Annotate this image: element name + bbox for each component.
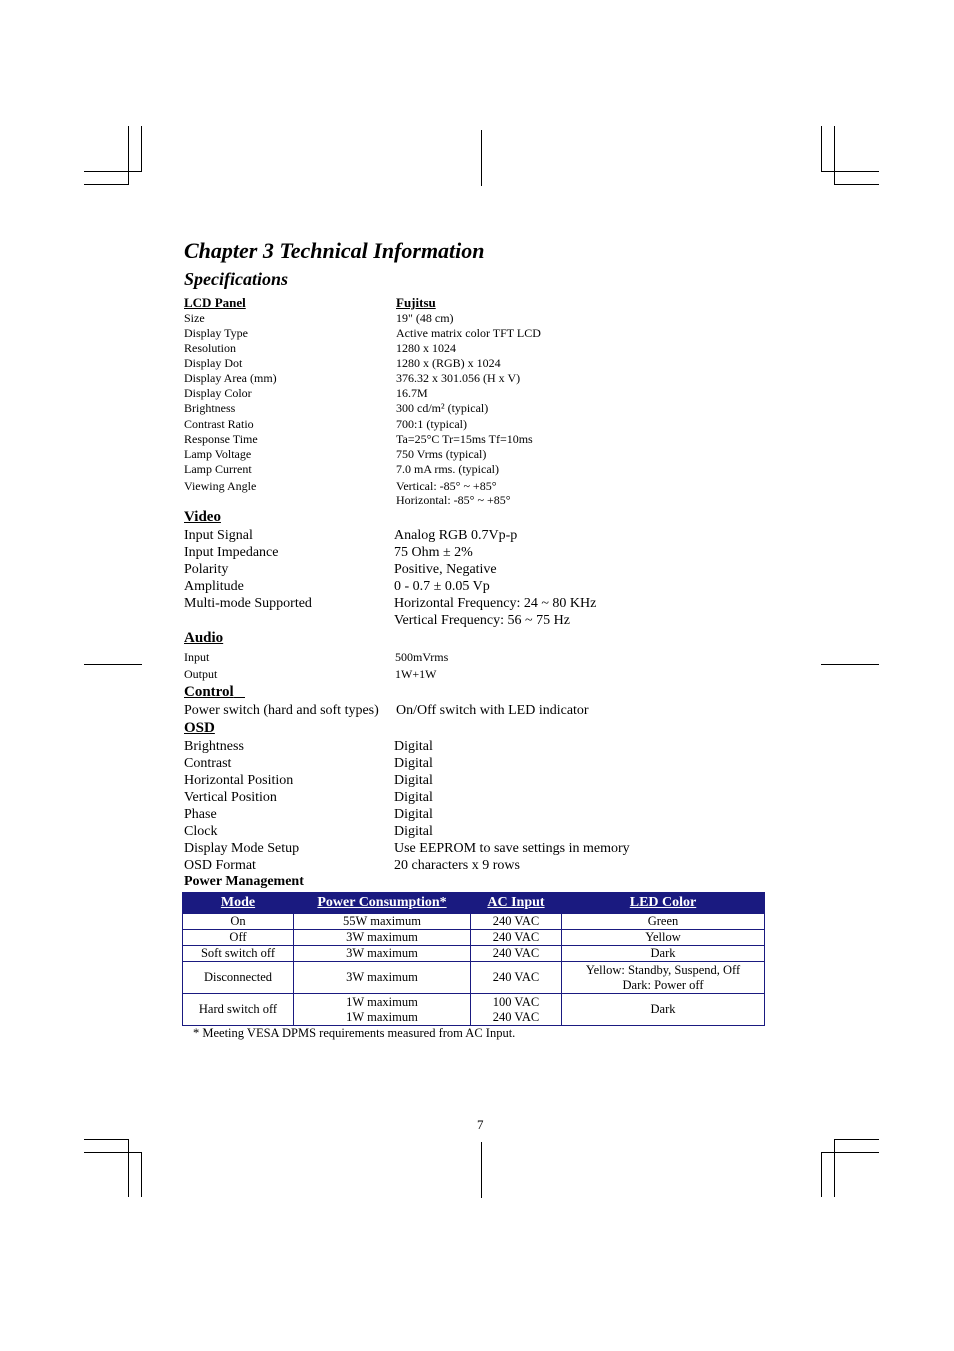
table-row [183, 962, 765, 994]
column-header-led-color: LED Color [562, 893, 765, 914]
ac-input-cell-line: 100 VAC [492, 994, 540, 1009]
spec-label: Resolution [184, 341, 237, 355]
spec-value: 1280 x (RGB) x 1024 [396, 356, 501, 370]
column-header-ac-input: AC Input [471, 893, 562, 914]
ac-input-cell-line: 240 VAC [492, 1009, 540, 1024]
led-color-cell [562, 930, 765, 946]
mode-cell: Off [183, 930, 294, 946]
power-cell-line: 55W maximum [343, 914, 421, 928]
video-heading: Video [184, 509, 221, 525]
led-color-cell-line: Dark [650, 946, 676, 960]
ac-input-cell-line: 240 VAC [492, 946, 540, 960]
spec-label: Clock [184, 824, 218, 839]
spec-value: 20 characters x 9 rows [394, 858, 520, 873]
spec-label: Brightness [184, 739, 244, 754]
power-management-heading: Power Management [184, 874, 304, 889]
led-color-cell [562, 962, 765, 994]
ac-input-cell [471, 946, 562, 962]
ac-input-cell [471, 994, 562, 1026]
mode-cell: Disconnected [183, 962, 294, 994]
spec-label: Display Dot [184, 356, 243, 370]
power-cell-line: 1W maximum [346, 994, 418, 1009]
ac-input-cell-line: 240 VAC [492, 970, 540, 984]
mode-cell: Hard switch off [183, 994, 294, 1026]
spec-value: Horizontal Frequency: 24 ~ 80 KHz [394, 596, 597, 611]
spec-value: 300 cd/m² (typical) [396, 401, 489, 415]
lcd-brand: Fujitsu [396, 295, 436, 310]
spec-value: 700:1 (typical) [396, 417, 467, 431]
spec-value: 376.32 x 301.056 (H x V) [396, 371, 521, 385]
column-header-mode: Mode [183, 893, 294, 914]
spec-label: Input Signal [184, 528, 253, 543]
led-color-cell [562, 994, 765, 1026]
power-cell-line: 3W maximum [346, 970, 418, 984]
spec-label: Lamp Voltage [184, 447, 252, 461]
table-header-row [183, 893, 765, 914]
spec-label: Polarity [184, 562, 229, 577]
spec-label: Viewing Angle [184, 479, 257, 493]
power-cell-line: 3W maximum [346, 946, 418, 960]
footnote: * Meeting VESA DPMS requirements measured from AC Input. [193, 1026, 516, 1040]
spec-label: Output [184, 667, 218, 681]
spec-value: 500mVrms [395, 650, 449, 664]
led-color-cell-line: Green [647, 914, 679, 928]
led-color-cell [562, 914, 765, 930]
spec-label: Vertical Position [184, 790, 277, 805]
spec-value: Vertical: -85° ~ +85° [396, 479, 497, 493]
osd-heading: OSD [184, 720, 215, 736]
spec-label: Contrast [184, 756, 232, 771]
spec-value: 1W+1W [395, 667, 437, 681]
spec-value: Active matrix color TFT LCD [396, 326, 541, 340]
ac-input-cell-line: 240 VAC [492, 930, 540, 944]
chapter-title: Chapter 3 Technical Information [184, 238, 485, 263]
spec-label: Lamp Current [184, 462, 252, 476]
spec-value: Digital [394, 807, 433, 822]
power-cell [294, 946, 471, 962]
power-management-table [182, 892, 765, 1026]
mode-cell: On [183, 914, 294, 930]
spec-value: 19" (48 cm) [396, 311, 454, 325]
power-cell-line: 1W maximum [346, 1009, 418, 1024]
spec-value: Positive, Negative [394, 562, 497, 577]
mode-cell: Soft switch off [183, 946, 294, 962]
power-cell [294, 962, 471, 994]
spec-label: Horizontal Position [184, 773, 294, 788]
column-header-power: Power Consumption* [294, 893, 471, 914]
spec-value: Use EEPROM to save settings in memory [394, 841, 630, 856]
table-row [183, 994, 765, 1026]
spec-label: Contrast Ratio [184, 417, 254, 431]
audio-heading: Audio [184, 630, 224, 646]
spec-value: Digital [394, 790, 433, 805]
power-cell-line: 3W maximum [346, 930, 418, 944]
led-color-cell-line: Dark: Power off [622, 977, 704, 992]
control-heading: Control [184, 684, 234, 700]
spec-value: Digital [394, 773, 433, 788]
spec-value: Vertical Frequency: 56 ~ 75 Hz [394, 613, 570, 628]
spec-value: 750 Vrms (typical) [396, 447, 487, 461]
spec-value: 1280 x 1024 [396, 341, 456, 355]
spec-value: Digital [394, 756, 433, 771]
spec-label: Amplitude [184, 579, 244, 594]
spec-label: Size [184, 311, 205, 325]
spec-label: Response Time [184, 432, 258, 446]
spec-label: Brightness [184, 401, 236, 415]
ac-input-cell-line: 240 VAC [492, 914, 540, 928]
table-row [183, 914, 765, 930]
ac-input-cell [471, 962, 562, 994]
spec-value: Analog RGB 0.7Vp-p [394, 528, 518, 543]
spec-label: Power switch (hard and soft types) [184, 703, 379, 718]
ac-input-cell [471, 914, 562, 930]
spec-value: Horizontal: -85° ~ +85° [396, 493, 511, 507]
spec-label: OSD Format [184, 858, 256, 873]
spec-value: 16.7M [396, 386, 428, 400]
table-row [183, 930, 765, 946]
spec-label: Input [184, 650, 210, 664]
ac-input-cell [471, 930, 562, 946]
spec-label: Phase [184, 807, 217, 822]
spec-value: Ta=25°C Tr=15ms Tf=10ms [396, 432, 533, 446]
spec-value: 0 - 0.7 ± 0.05 Vp [394, 579, 490, 594]
led-color-cell [562, 946, 765, 962]
power-cell [294, 914, 471, 930]
spec-label: Display Mode Setup [184, 841, 300, 856]
spec-label: Display Type [184, 326, 248, 340]
spec-value: Digital [394, 739, 433, 754]
spec-value: 75 Ohm ± 2% [394, 545, 473, 560]
specifications-heading: Specifications [184, 269, 288, 289]
led-color-cell-line: Yellow [645, 930, 681, 944]
spec-value: 7.0 mA rms. (typical) [396, 462, 499, 476]
table-row [183, 946, 765, 962]
power-cell [294, 930, 471, 946]
spec-label: Display Area (mm) [184, 371, 277, 385]
led-color-cell-line: Dark [650, 1002, 676, 1016]
lcd-panel-heading: LCD Panel [184, 295, 246, 310]
spec-label: Multi-mode Supported [184, 596, 312, 611]
led-color-cell-line: Yellow: Standby, Suspend, Off [585, 962, 741, 977]
page-number: 7 [477, 1117, 484, 1132]
spec-label: Display Color [184, 386, 252, 400]
power-cell [294, 994, 471, 1026]
spec-label: Input Impedance [184, 545, 279, 560]
spec-value: Digital [394, 824, 433, 839]
spec-value: On/Off switch with LED indicator [396, 703, 589, 718]
